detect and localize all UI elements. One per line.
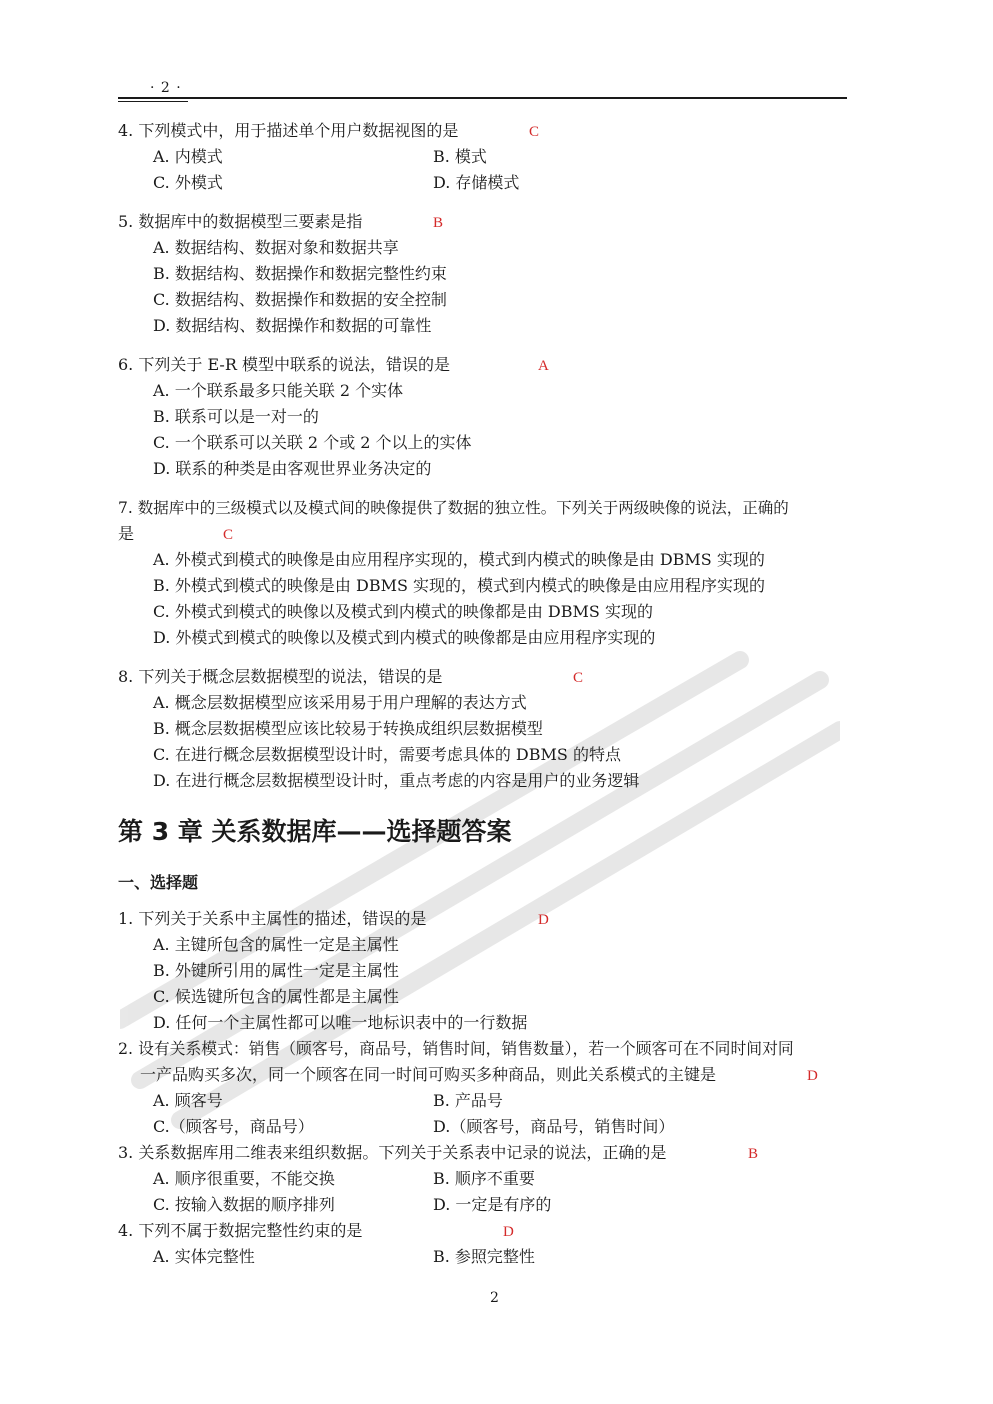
option-c: C. 外模式到模式的映像以及模式到内模式的映像都是由 DBMS 实现的 <box>153 602 653 621</box>
question-stem: 1. 下列关于关系中主属性的描述，错误的是 <box>118 909 427 928</box>
option-a: A. 实体完整性 <box>153 1247 255 1266</box>
option-b: B. 顺序不重要 <box>433 1169 535 1188</box>
option-a: A. 主键所包含的属性一定是主属性 <box>153 935 399 954</box>
question-stem: 6. 下列关于 E-R 模型中联系的说法，错误的是 <box>118 355 450 374</box>
option-a: A. 顺序很重要，不能交换 <box>153 1169 335 1188</box>
option-b: B. 联系可以是一对一的 <box>153 407 319 426</box>
answer-mark: B <box>433 215 444 231</box>
header-page-marker: · 2 · <box>150 80 182 96</box>
section-title: 一、选择题 <box>118 873 199 892</box>
header-rule <box>118 97 847 99</box>
option-d: D. 数据结构、数据操作和数据的可靠性 <box>153 316 432 335</box>
chapter-title: 第 3 章 关系数据库——选择题答案 <box>118 817 512 846</box>
question-stem: 4. 下列不属于数据完整性约束的是 <box>118 1221 363 1240</box>
option-a: A. 外模式到模式的映像是由应用程序实现的，模式到内模式的映像是由 DBMS 实现的 <box>153 550 765 569</box>
question-stem-cont: 是 <box>118 524 135 543</box>
option-c: C. 按输入数据的顺序排列 <box>153 1195 335 1214</box>
option-b: B. 数据结构、数据操作和数据完整性约束 <box>153 264 447 283</box>
option-c: C.（顾客号，商品号） <box>153 1117 314 1136</box>
option-b: B. 概念层数据模型应该比较易于转换成组织层数据模型 <box>153 719 543 738</box>
option-c: C. 候选键所包含的属性都是主属性 <box>153 987 399 1006</box>
option-d: D. 联系的种类是由客观世界业务决定的 <box>153 459 432 478</box>
option-d: D. 存储模式 <box>433 173 520 192</box>
option-d: D. 任何一个主属性都可以唯一地标识表中的一行数据 <box>153 1013 528 1032</box>
question-stem: 5. 数据库中的数据模型三要素是指 <box>118 212 363 231</box>
option-d: D.（顾客号，商品号，销售时间） <box>433 1117 675 1136</box>
question-stem: 7. 数据库中的三级模式以及模式间的映像提供了数据的独立性。下列关于两级映像的说法，正确的 <box>118 499 789 517</box>
option-b: B. 外键所引用的属性一定是主属性 <box>153 961 399 980</box>
answer-mark: C <box>529 124 540 140</box>
option-d: D. 外模式到模式的映像以及模式到内模式的映像都是由应用程序实现的 <box>153 628 656 647</box>
answer-mark: C <box>223 527 234 543</box>
question-stem: 4. 下列模式中，用于描述单个用户数据视图的是 <box>118 121 459 140</box>
answer-mark: D <box>807 1068 818 1084</box>
answer-mark: D <box>538 912 549 928</box>
option-c: C. 数据结构、数据操作和数据的安全控制 <box>153 290 447 309</box>
option-a: A. 顾客号 <box>153 1091 223 1110</box>
answer-mark: D <box>503 1224 514 1240</box>
footer-page-number: 2 <box>490 1290 499 1306</box>
option-b: B. 参照完整性 <box>433 1247 535 1266</box>
answer-mark: B <box>748 1146 759 1162</box>
option-b: B. 产品号 <box>433 1091 503 1110</box>
option-b: B. 外模式到模式的映像是由 DBMS 实现的，模式到内模式的映像是由应用程序实现的 <box>153 576 766 595</box>
option-a: A. 数据结构、数据对象和数据共享 <box>153 238 399 257</box>
option-b: B. 模式 <box>433 147 487 166</box>
option-c: C. 一个联系可以关联 2 个或 2 个以上的实体 <box>153 433 472 452</box>
question-stem: 8. 下列关于概念层数据模型的说法，错误的是 <box>118 667 443 686</box>
header-rule-short <box>118 101 188 102</box>
option-a: A. 内模式 <box>153 147 223 166</box>
option-a: A. 概念层数据模型应该采用易于用户理解的表达方式 <box>153 693 527 712</box>
option-a: A. 一个联系最多只能关联 2 个实体 <box>153 381 404 400</box>
answer-mark: C <box>573 670 584 686</box>
option-d: D. 在进行概念层数据模型设计时，重点考虑的内容是用户的业务逻辑 <box>153 771 640 790</box>
question-stem-cont: 一产品购买多次，同一个顾客在同一时间可购买多种商品，则此关系模式的主键是 <box>140 1065 717 1084</box>
option-c: C. 外模式 <box>153 173 223 192</box>
option-d: D. 一定是有序的 <box>433 1195 552 1214</box>
question-stem: 2. 设有关系模式：销售（顾客号，商品号，销售时间，销售数量），若一个顾客可在不同时间对同 <box>118 1039 794 1058</box>
option-c: C. 在进行概念层数据模型设计时，需要考虑具体的 DBMS 的特点 <box>153 745 621 764</box>
answer-mark: A <box>538 358 549 374</box>
question-stem: 3. 关系数据库用二维表来组织数据。下列关于关系表中记录的说法，正确的是 <box>118 1143 667 1162</box>
